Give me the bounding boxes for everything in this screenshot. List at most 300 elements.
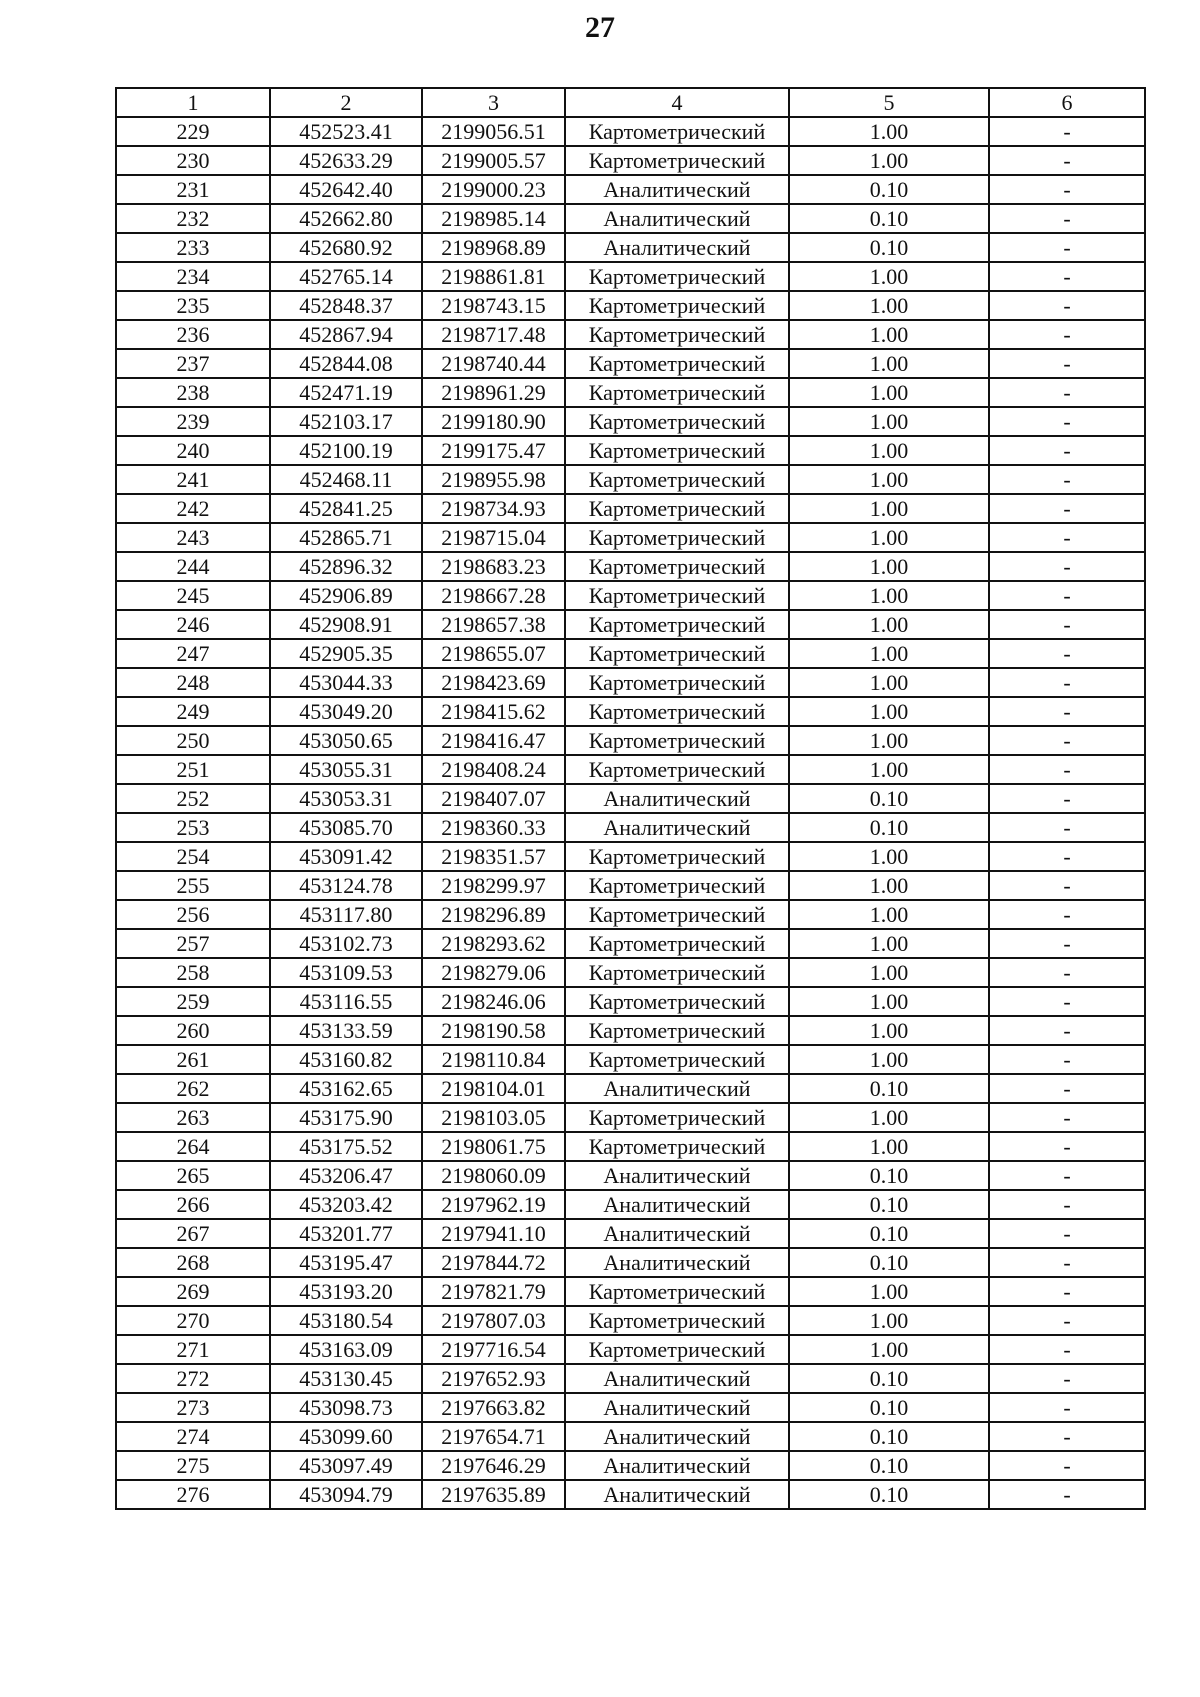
y-coordinate-cell: 2198655.07 — [422, 639, 565, 668]
point-number-cell: 247 — [116, 639, 270, 668]
x-coordinate-cell: 453203.42 — [270, 1190, 422, 1219]
method-cell: Картометрический — [565, 929, 789, 958]
method-cell: Аналитический — [565, 1480, 789, 1509]
table-row — [116, 581, 1145, 610]
y-coordinate-cell: 2198279.06 — [422, 958, 565, 987]
accuracy-cell: 1.00 — [789, 1103, 989, 1132]
x-coordinate-cell: 452765.14 — [270, 262, 422, 291]
description-cell: - — [989, 1132, 1145, 1161]
table-row — [116, 755, 1145, 784]
accuracy-cell: 1.00 — [789, 668, 989, 697]
x-coordinate-cell: 453201.77 — [270, 1219, 422, 1248]
accuracy-cell: 0.10 — [789, 204, 989, 233]
description-cell: - — [989, 813, 1145, 842]
description-cell: - — [989, 349, 1145, 378]
column-header-1: 1 — [116, 88, 270, 117]
table-row — [116, 813, 1145, 842]
method-cell: Картометрический — [565, 523, 789, 552]
method-cell: Аналитический — [565, 1161, 789, 1190]
accuracy-cell: 0.10 — [789, 233, 989, 262]
table-row — [116, 378, 1145, 407]
table-row — [116, 1422, 1145, 1451]
description-cell: - — [989, 784, 1145, 813]
table-row — [116, 117, 1145, 146]
description-cell: - — [989, 639, 1145, 668]
y-coordinate-cell: 2198968.89 — [422, 233, 565, 262]
description-cell: - — [989, 407, 1145, 436]
description-cell: - — [989, 1190, 1145, 1219]
point-number-cell: 245 — [116, 581, 270, 610]
accuracy-cell: 1.00 — [789, 1132, 989, 1161]
point-number-cell: 229 — [116, 117, 270, 146]
y-coordinate-cell: 2198299.97 — [422, 871, 565, 900]
table-row — [116, 610, 1145, 639]
method-cell: Аналитический — [565, 204, 789, 233]
y-coordinate-cell: 2199000.23 — [422, 175, 565, 204]
x-coordinate-cell: 453053.31 — [270, 784, 422, 813]
y-coordinate-cell: 2198955.98 — [422, 465, 565, 494]
y-coordinate-cell: 2198190.58 — [422, 1016, 565, 1045]
method-cell: Картометрический — [565, 291, 789, 320]
y-coordinate-cell: 2198407.07 — [422, 784, 565, 813]
y-coordinate-cell: 2198351.57 — [422, 842, 565, 871]
point-number-cell: 266 — [116, 1190, 270, 1219]
table-row — [116, 1016, 1145, 1045]
y-coordinate-cell: 2198246.06 — [422, 987, 565, 1016]
x-coordinate-cell: 452865.71 — [270, 523, 422, 552]
column-header-4: 4 — [565, 88, 789, 117]
point-number-cell: 230 — [116, 146, 270, 175]
accuracy-cell: 1.00 — [789, 1306, 989, 1335]
table-row — [116, 523, 1145, 552]
table-row — [116, 726, 1145, 755]
point-number-cell: 265 — [116, 1161, 270, 1190]
accuracy-cell: 0.10 — [789, 1364, 989, 1393]
accuracy-cell: 1.00 — [789, 494, 989, 523]
x-coordinate-cell: 453162.65 — [270, 1074, 422, 1103]
x-coordinate-cell: 452642.40 — [270, 175, 422, 204]
description-cell: - — [989, 581, 1145, 610]
table-row — [116, 233, 1145, 262]
description-cell: - — [989, 1219, 1145, 1248]
x-coordinate-cell: 453044.33 — [270, 668, 422, 697]
table-row — [116, 1277, 1145, 1306]
point-number-cell: 249 — [116, 697, 270, 726]
y-coordinate-cell: 2198415.62 — [422, 697, 565, 726]
table-row — [116, 1393, 1145, 1422]
point-number-cell: 263 — [116, 1103, 270, 1132]
accuracy-cell: 1.00 — [789, 987, 989, 1016]
table-row — [116, 1103, 1145, 1132]
method-cell: Картометрический — [565, 1016, 789, 1045]
x-coordinate-cell: 453206.47 — [270, 1161, 422, 1190]
x-coordinate-cell: 453097.49 — [270, 1451, 422, 1480]
table-row — [116, 465, 1145, 494]
accuracy-cell: 1.00 — [789, 146, 989, 175]
y-coordinate-cell: 2198743.15 — [422, 291, 565, 320]
y-coordinate-cell: 2197646.29 — [422, 1451, 565, 1480]
column-header-6: 6 — [989, 88, 1145, 117]
accuracy-cell: 0.10 — [789, 1248, 989, 1277]
accuracy-cell: 1.00 — [789, 1335, 989, 1364]
y-coordinate-cell: 2198985.14 — [422, 204, 565, 233]
table-row — [116, 1132, 1145, 1161]
x-coordinate-cell: 453091.42 — [270, 842, 422, 871]
y-coordinate-cell: 2197844.72 — [422, 1248, 565, 1277]
point-number-cell: 276 — [116, 1480, 270, 1509]
accuracy-cell: 1.00 — [789, 465, 989, 494]
description-cell: - — [989, 117, 1145, 146]
table-row — [116, 842, 1145, 871]
accuracy-cell: 1.00 — [789, 1277, 989, 1306]
y-coordinate-cell: 2197821.79 — [422, 1277, 565, 1306]
method-cell: Картометрический — [565, 1306, 789, 1335]
method-cell: Аналитический — [565, 1190, 789, 1219]
method-cell: Картометрический — [565, 552, 789, 581]
y-coordinate-cell: 2198408.24 — [422, 755, 565, 784]
table-row — [116, 262, 1145, 291]
column-header-5: 5 — [789, 88, 989, 117]
table-row — [116, 349, 1145, 378]
point-number-cell: 237 — [116, 349, 270, 378]
table-row — [116, 407, 1145, 436]
x-coordinate-cell: 453124.78 — [270, 871, 422, 900]
x-coordinate-cell: 452523.41 — [270, 117, 422, 146]
accuracy-cell: 0.10 — [789, 1074, 989, 1103]
table-row — [116, 697, 1145, 726]
coordinates-table — [115, 87, 1146, 1510]
point-number-cell: 273 — [116, 1393, 270, 1422]
point-number-cell: 244 — [116, 552, 270, 581]
description-cell: - — [989, 900, 1145, 929]
point-number-cell: 275 — [116, 1451, 270, 1480]
accuracy-cell: 0.10 — [789, 1422, 989, 1451]
point-number-cell: 239 — [116, 407, 270, 436]
table-row — [116, 291, 1145, 320]
y-coordinate-cell: 2197654.71 — [422, 1422, 565, 1451]
table-row — [116, 1190, 1145, 1219]
point-number-cell: 274 — [116, 1422, 270, 1451]
table-row — [116, 320, 1145, 349]
x-coordinate-cell: 453175.90 — [270, 1103, 422, 1132]
description-cell: - — [989, 523, 1145, 552]
y-coordinate-cell: 2197962.19 — [422, 1190, 565, 1219]
x-coordinate-cell: 452100.19 — [270, 436, 422, 465]
x-coordinate-cell: 452844.08 — [270, 349, 422, 378]
method-cell: Картометрический — [565, 697, 789, 726]
method-cell: Картометрический — [565, 1277, 789, 1306]
accuracy-cell: 1.00 — [789, 291, 989, 320]
method-cell: Аналитический — [565, 1248, 789, 1277]
method-cell: Аналитический — [565, 233, 789, 262]
x-coordinate-cell: 452906.89 — [270, 581, 422, 610]
accuracy-cell: 1.00 — [789, 552, 989, 581]
x-coordinate-cell: 452841.25 — [270, 494, 422, 523]
method-cell: Картометрический — [565, 610, 789, 639]
method-cell: Картометрический — [565, 958, 789, 987]
x-coordinate-cell: 452896.32 — [270, 552, 422, 581]
table-row — [116, 552, 1145, 581]
y-coordinate-cell: 2198060.09 — [422, 1161, 565, 1190]
table-row — [116, 958, 1145, 987]
x-coordinate-cell: 453094.79 — [270, 1480, 422, 1509]
method-cell: Картометрический — [565, 1103, 789, 1132]
method-cell: Картометрический — [565, 262, 789, 291]
point-number-cell: 269 — [116, 1277, 270, 1306]
description-cell: - — [989, 1393, 1145, 1422]
table-row — [116, 784, 1145, 813]
accuracy-cell: 1.00 — [789, 639, 989, 668]
x-coordinate-cell: 453085.70 — [270, 813, 422, 842]
description-cell: - — [989, 1277, 1145, 1306]
table-row — [116, 929, 1145, 958]
y-coordinate-cell: 2197652.93 — [422, 1364, 565, 1393]
description-cell: - — [989, 842, 1145, 871]
method-cell: Картометрический — [565, 668, 789, 697]
accuracy-cell: 1.00 — [789, 755, 989, 784]
accuracy-cell: 1.00 — [789, 117, 989, 146]
accuracy-cell: 1.00 — [789, 900, 989, 929]
method-cell: Картометрический — [565, 146, 789, 175]
accuracy-cell: 0.10 — [789, 1161, 989, 1190]
description-cell: - — [989, 494, 1145, 523]
method-cell: Картометрический — [565, 1132, 789, 1161]
accuracy-cell: 1.00 — [789, 436, 989, 465]
description-cell: - — [989, 929, 1145, 958]
point-number-cell: 243 — [116, 523, 270, 552]
table-body — [116, 117, 1145, 1509]
table-row — [116, 1335, 1145, 1364]
point-number-cell: 259 — [116, 987, 270, 1016]
x-coordinate-cell: 453049.20 — [270, 697, 422, 726]
y-coordinate-cell: 2199005.57 — [422, 146, 565, 175]
point-number-cell: 240 — [116, 436, 270, 465]
y-coordinate-cell: 2198104.01 — [422, 1074, 565, 1103]
point-number-cell: 264 — [116, 1132, 270, 1161]
point-number-cell: 241 — [116, 465, 270, 494]
point-number-cell: 262 — [116, 1074, 270, 1103]
x-coordinate-cell: 453099.60 — [270, 1422, 422, 1451]
accuracy-cell: 0.10 — [789, 175, 989, 204]
table-row — [116, 1045, 1145, 1074]
table-row — [116, 1364, 1145, 1393]
point-number-cell: 270 — [116, 1306, 270, 1335]
method-cell: Картометрический — [565, 349, 789, 378]
accuracy-cell: 1.00 — [789, 1016, 989, 1045]
point-number-cell: 258 — [116, 958, 270, 987]
method-cell: Картометрический — [565, 987, 789, 1016]
point-number-cell: 267 — [116, 1219, 270, 1248]
description-cell: - — [989, 1422, 1145, 1451]
point-number-cell: 252 — [116, 784, 270, 813]
method-cell: Аналитический — [565, 1451, 789, 1480]
y-coordinate-cell: 2198715.04 — [422, 523, 565, 552]
accuracy-cell: 1.00 — [789, 349, 989, 378]
description-cell: - — [989, 987, 1145, 1016]
x-coordinate-cell: 453180.54 — [270, 1306, 422, 1335]
method-cell: Картометрический — [565, 842, 789, 871]
method-cell: Картометрический — [565, 117, 789, 146]
method-cell: Картометрический — [565, 726, 789, 755]
method-cell: Картометрический — [565, 1045, 789, 1074]
method-cell: Аналитический — [565, 1393, 789, 1422]
description-cell: - — [989, 1306, 1145, 1335]
description-cell: - — [989, 233, 1145, 262]
accuracy-cell: 1.00 — [789, 581, 989, 610]
point-number-cell: 261 — [116, 1045, 270, 1074]
method-cell: Картометрический — [565, 320, 789, 349]
x-coordinate-cell: 453163.09 — [270, 1335, 422, 1364]
point-number-cell: 234 — [116, 262, 270, 291]
accuracy-cell: 1.00 — [789, 262, 989, 291]
y-coordinate-cell: 2198717.48 — [422, 320, 565, 349]
x-coordinate-cell: 452662.80 — [270, 204, 422, 233]
x-coordinate-cell: 453195.47 — [270, 1248, 422, 1277]
accuracy-cell: 0.10 — [789, 1480, 989, 1509]
description-cell: - — [989, 1335, 1145, 1364]
accuracy-cell: 0.10 — [789, 813, 989, 842]
y-coordinate-cell: 2198293.62 — [422, 929, 565, 958]
accuracy-cell: 1.00 — [789, 610, 989, 639]
description-cell: - — [989, 1248, 1145, 1277]
accuracy-cell: 1.00 — [789, 726, 989, 755]
description-cell: - — [989, 871, 1145, 900]
y-coordinate-cell: 2199180.90 — [422, 407, 565, 436]
description-cell: - — [989, 1451, 1145, 1480]
point-number-cell: 271 — [116, 1335, 270, 1364]
x-coordinate-cell: 453193.20 — [270, 1277, 422, 1306]
point-number-cell: 272 — [116, 1364, 270, 1393]
page-number: 27 — [585, 11, 615, 44]
point-number-cell: 233 — [116, 233, 270, 262]
description-cell: - — [989, 552, 1145, 581]
x-coordinate-cell: 453050.65 — [270, 726, 422, 755]
point-number-cell: 253 — [116, 813, 270, 842]
method-cell: Аналитический — [565, 1422, 789, 1451]
x-coordinate-cell: 452633.29 — [270, 146, 422, 175]
point-number-cell: 257 — [116, 929, 270, 958]
method-cell: Картометрический — [565, 436, 789, 465]
point-number-cell: 250 — [116, 726, 270, 755]
table-row — [116, 175, 1145, 204]
method-cell: Аналитический — [565, 784, 789, 813]
method-cell: Аналитический — [565, 1074, 789, 1103]
description-cell: - — [989, 958, 1145, 987]
method-cell: Картометрический — [565, 407, 789, 436]
table-row — [116, 1219, 1145, 1248]
description-cell: - — [989, 320, 1145, 349]
column-header-3: 3 — [422, 88, 565, 117]
table-row — [116, 987, 1145, 1016]
description-cell: - — [989, 204, 1145, 233]
y-coordinate-cell: 2198657.38 — [422, 610, 565, 639]
description-cell: - — [989, 726, 1145, 755]
point-number-cell: 268 — [116, 1248, 270, 1277]
x-coordinate-cell: 453098.73 — [270, 1393, 422, 1422]
y-coordinate-cell: 2198360.33 — [422, 813, 565, 842]
column-header-2: 2 — [270, 88, 422, 117]
accuracy-cell: 0.10 — [789, 1190, 989, 1219]
y-coordinate-cell: 2198423.69 — [422, 668, 565, 697]
method-cell: Аналитический — [565, 175, 789, 204]
description-cell: - — [989, 465, 1145, 494]
description-cell: - — [989, 1161, 1145, 1190]
description-cell: - — [989, 146, 1145, 175]
method-cell: Картометрический — [565, 494, 789, 523]
description-cell: - — [989, 436, 1145, 465]
x-coordinate-cell: 452905.35 — [270, 639, 422, 668]
x-coordinate-cell: 452103.17 — [270, 407, 422, 436]
table-row — [116, 494, 1145, 523]
table-row — [116, 639, 1145, 668]
description-cell: - — [989, 1103, 1145, 1132]
description-cell: - — [989, 378, 1145, 407]
method-cell: Картометрический — [565, 581, 789, 610]
method-cell: Картометрический — [565, 1335, 789, 1364]
accuracy-cell: 1.00 — [789, 958, 989, 987]
x-coordinate-cell: 453133.59 — [270, 1016, 422, 1045]
y-coordinate-cell: 2197635.89 — [422, 1480, 565, 1509]
y-coordinate-cell: 2198667.28 — [422, 581, 565, 610]
description-cell: - — [989, 668, 1145, 697]
accuracy-cell: 1.00 — [789, 407, 989, 436]
x-coordinate-cell: 452471.19 — [270, 378, 422, 407]
method-cell: Картометрический — [565, 639, 789, 668]
point-number-cell: 246 — [116, 610, 270, 639]
description-cell: - — [989, 610, 1145, 639]
y-coordinate-cell: 2199175.47 — [422, 436, 565, 465]
accuracy-cell: 0.10 — [789, 784, 989, 813]
description-cell: - — [989, 1016, 1145, 1045]
x-coordinate-cell: 453130.45 — [270, 1364, 422, 1393]
x-coordinate-cell: 453055.31 — [270, 755, 422, 784]
method-cell: Картометрический — [565, 378, 789, 407]
point-number-cell: 238 — [116, 378, 270, 407]
y-coordinate-cell: 2198416.47 — [422, 726, 565, 755]
y-coordinate-cell: 2198103.05 — [422, 1103, 565, 1132]
y-coordinate-cell: 2198961.29 — [422, 378, 565, 407]
description-cell: - — [989, 755, 1145, 784]
table-row — [116, 1306, 1145, 1335]
accuracy-cell: 0.10 — [789, 1451, 989, 1480]
table-row — [116, 900, 1145, 929]
point-number-cell: 260 — [116, 1016, 270, 1045]
method-cell: Картометрический — [565, 465, 789, 494]
x-coordinate-cell: 453175.52 — [270, 1132, 422, 1161]
y-coordinate-cell: 2199056.51 — [422, 117, 565, 146]
description-cell: - — [989, 175, 1145, 204]
description-cell: - — [989, 291, 1145, 320]
y-coordinate-cell: 2197941.10 — [422, 1219, 565, 1248]
y-coordinate-cell: 2198683.23 — [422, 552, 565, 581]
description-cell: - — [989, 697, 1145, 726]
x-coordinate-cell: 452680.92 — [270, 233, 422, 262]
table-row — [116, 1480, 1145, 1509]
description-cell: - — [989, 1045, 1145, 1074]
y-coordinate-cell: 2198734.93 — [422, 494, 565, 523]
table-row — [116, 1074, 1145, 1103]
point-number-cell: 231 — [116, 175, 270, 204]
table-header-row — [116, 88, 1145, 117]
accuracy-cell: 1.00 — [789, 842, 989, 871]
method-cell: Картометрический — [565, 871, 789, 900]
point-number-cell: 255 — [116, 871, 270, 900]
description-cell: - — [989, 1480, 1145, 1509]
description-cell: - — [989, 1074, 1145, 1103]
x-coordinate-cell: 453117.80 — [270, 900, 422, 929]
table-row — [116, 1161, 1145, 1190]
accuracy-cell: 0.10 — [789, 1219, 989, 1248]
